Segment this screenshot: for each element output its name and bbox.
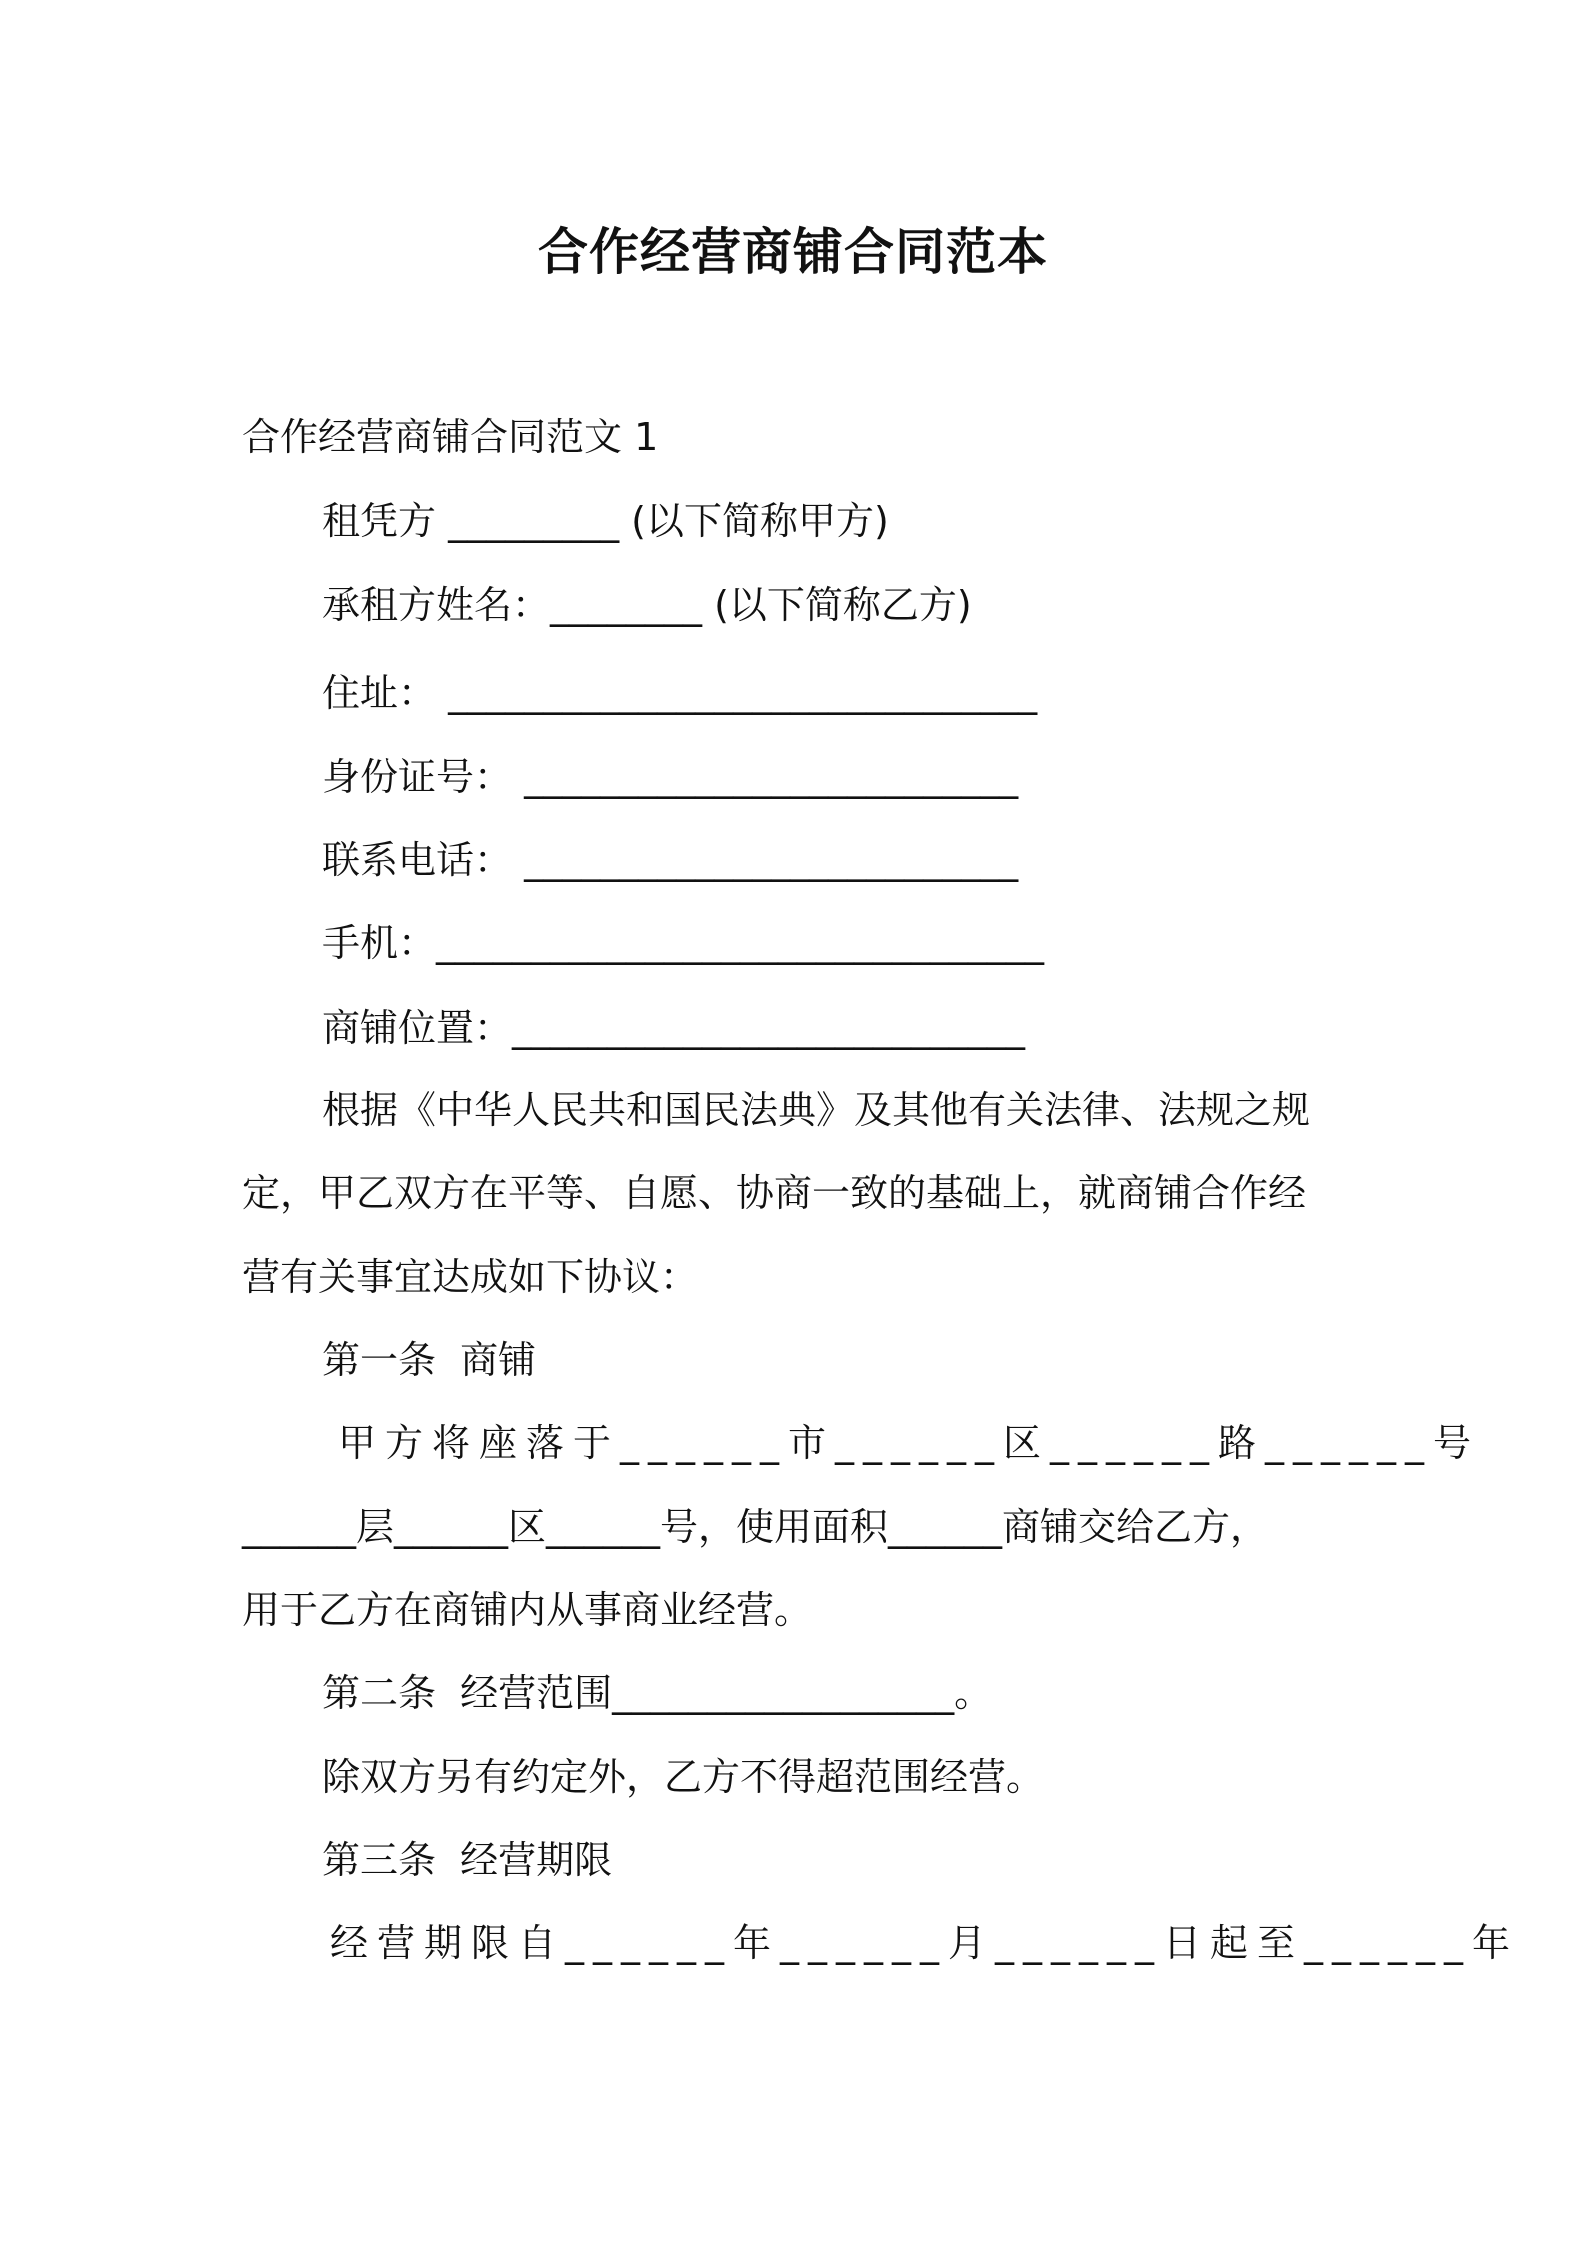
document-title: 合作经营商铺合同范本 bbox=[538, 223, 1048, 281]
article3-line: 经营期限自______年______月______日起至______年 bbox=[330, 1921, 1520, 1965]
section-heading: 合作经营商铺合同范文 1 bbox=[242, 415, 659, 459]
address-field: 住址： _______________________________ bbox=[322, 671, 1038, 715]
article1-line-1: 甲方将座落于______市______区______路______号 bbox=[338, 1421, 1481, 1465]
article3-heading: 第三条 经营期限 bbox=[322, 1838, 613, 1882]
article2-line: 除双方另有约定外，乙方不得超范围经营。 bbox=[322, 1755, 1045, 1799]
preamble-line-3: 营有关事宜达成如下协议： bbox=[242, 1255, 699, 1299]
article1-line-3: 用于乙方在商铺内从事商业经营。 bbox=[242, 1588, 813, 1632]
lessee-name-field: 承租方姓名：________ (以下简称乙方) bbox=[322, 583, 972, 627]
preamble-line-1: 根据《中华人民共和国民法典》及其他有关法律、法规之规 bbox=[322, 1088, 1311, 1132]
phone-field: 联系电话： __________________________ bbox=[322, 838, 1019, 882]
article1-heading: 第一条 商铺 bbox=[322, 1338, 537, 1382]
article2-heading: 第二条 经营范围__________________。 bbox=[322, 1671, 993, 1715]
mobile-field: 手机：________________________________ bbox=[322, 921, 1045, 965]
id-number-field: 身份证号： __________________________ bbox=[322, 755, 1019, 799]
shop-location-field: 商铺位置：___________________________ bbox=[322, 1006, 1026, 1050]
lessor-field: 租凭方 _________ (以下简称甲方) bbox=[322, 499, 889, 543]
article1-line-2: ______层______区______号，使用面积______商铺交给乙方， bbox=[242, 1505, 1269, 1549]
preamble-line-2: 定，甲乙双方在平等、自愿、协商一致的基础上，就商铺合作经 bbox=[242, 1171, 1307, 1215]
